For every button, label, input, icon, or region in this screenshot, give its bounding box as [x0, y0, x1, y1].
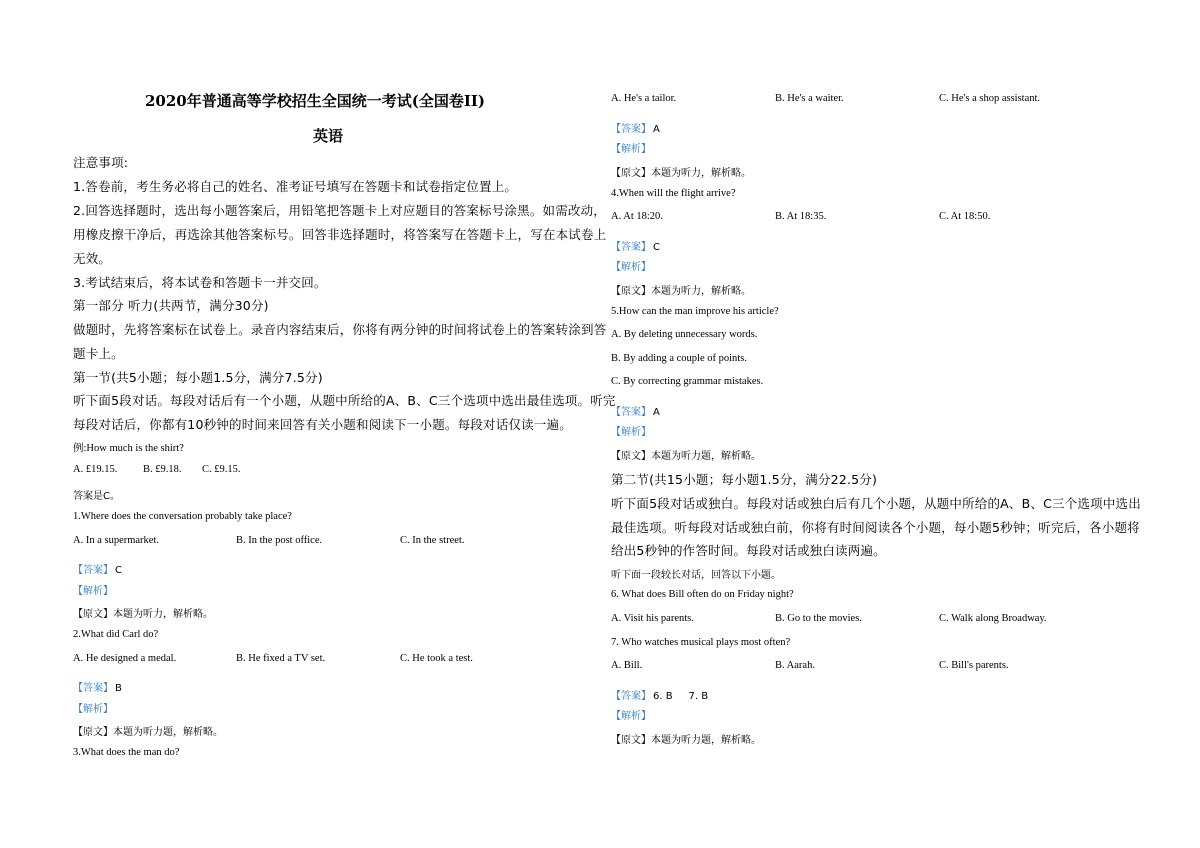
question-1: 1.Where does the conversation probably take place?: [73, 511, 292, 522]
q2-analysis-label: 【解析】: [73, 704, 113, 715]
note-line: 2.回答选择题时，选出每小题答案后，用铅笔把答题卡上对应题目的答案标号涂黑。如需改动，: [73, 203, 607, 218]
example-answer: 答案是C。: [73, 491, 120, 502]
note-line: 用橡皮擦干净后，再选涂其他答案标号。回答非选择题时，将答案写在答题卡上，写在本试卷上: [73, 227, 607, 242]
section1-heading: 第一节(共5小题；每小题1.5分，满分7.5分): [73, 370, 323, 385]
q4-option-b: B. At 18:35.: [775, 211, 827, 222]
section1-intro-line: 每段对话后，你都有10秒钟的时间来回答有关小题和阅读下一小题。每段对话仅读一遍。: [73, 417, 572, 432]
q7-option-b: B. Aarah.: [775, 660, 815, 671]
q6-option-a: A. Visit his parents.: [611, 613, 694, 624]
section2-intro-line: 最佳选项。听每段对话或独白前，你将有时间阅读各个小题，每小题5秒钟；听完后，各小题将: [611, 520, 1140, 535]
q2-option-c: C. He took a test.: [400, 653, 473, 664]
subject-title: 英语: [313, 127, 344, 145]
q2-answer: [73, 676, 122, 695]
q2-option-a: A. He designed a medal.: [73, 653, 177, 664]
q7-option-a: A. Bill.: [611, 660, 643, 671]
notes-heading: 注意事项:: [73, 155, 129, 170]
q3-option-c: C. He's a shop assistant.: [939, 93, 1041, 104]
example-option-a: A. £19.15.: [73, 464, 118, 475]
q5-option-c: C. By correcting grammar mistakes.: [611, 376, 764, 387]
q3-answer: [611, 117, 660, 136]
q1-source: 【原文】本题为听力，解析略。: [73, 609, 213, 620]
q3-option-b: B. He's a waiter.: [775, 93, 844, 104]
q6-q7-analysis-label: 【解析】: [611, 711, 651, 722]
q5-answer: [611, 400, 660, 419]
q2-option-b: B. He fixed a TV set.: [236, 653, 326, 664]
answer-label: 【答案】: [73, 565, 113, 576]
q5-option-b: B. By adding a couple of points.: [611, 353, 747, 364]
q6-option-c: C. Walk along Broadway.: [939, 613, 1047, 624]
q2-source: 【原文】本题为听力题，解析略。: [73, 727, 223, 738]
q3-analysis-label: 【解析】: [611, 144, 651, 155]
section2-intro-line: 听下面5段对话或独白。每段对话或独白后有几个小题，从题中所给的A、B、C三个选项中选出: [611, 496, 1141, 511]
question-5: 5.How can the man improve his article?: [611, 306, 779, 317]
q1-option-c: C. In the street.: [400, 535, 465, 546]
q5-option-a: A. By deleting unnecessary words.: [611, 329, 758, 340]
q1-answer: [73, 558, 122, 577]
example-question: 例:How much is the shirt?: [73, 443, 184, 454]
answer-value: A: [653, 407, 660, 418]
question-6: 6. What does Bill often do on Friday night?: [611, 589, 794, 600]
answer-value: B: [115, 683, 122, 694]
q7-option-c: C. Bill's parents.: [939, 660, 1009, 671]
q6-option-b: B. Go to the movies.: [775, 613, 862, 624]
part1-heading: 第一部分 听力(共两节，满分30分): [73, 298, 269, 313]
example-option-b: B. £9.18.: [143, 464, 182, 475]
section1-intro-line: 听下面5段对话。每段对话后有一个小题，从题中所给的A、B、C三个选项中选出最佳选项。听完: [73, 393, 616, 408]
q5-analysis-label: 【解析】: [611, 427, 651, 438]
note-line: 无效。: [73, 251, 112, 266]
example-option-c: C. £9.15.: [202, 464, 241, 475]
answer-value: C: [115, 565, 122, 576]
q1-option-a: A. In a supermarket.: [73, 535, 160, 546]
q4-option-c: C. At 18:50.: [939, 211, 991, 222]
part1-intro-line: 题卡上。: [73, 346, 124, 361]
part1-intro-line: 做题时，先将答案标在试卷上。录音内容结束后，你将有两分钟的时间将试卷上的答案转涂到答: [73, 322, 607, 337]
note-line: 3.考试结束后，将本试卷和答题卡一并交回。: [73, 275, 327, 290]
q1-analysis-label: 【解析】: [73, 586, 113, 597]
section2-heading: 第二节(共15小题；每小题1.5分，满分22.5分): [611, 472, 878, 487]
q4-source: 【原文】本题为听力，解析略。: [611, 286, 751, 297]
answer-label: 【答案】: [611, 691, 651, 702]
q4-analysis-label: 【解析】: [611, 262, 651, 273]
question-7: 7. Who watches musical plays most often?: [611, 637, 791, 648]
answer-label: 【答案】: [611, 407, 651, 418]
q1-option-b: B. In the post office.: [236, 535, 323, 546]
q4-answer: [611, 235, 660, 254]
answer-label: 【答案】: [611, 242, 651, 253]
q6-q7-answer: [611, 684, 708, 703]
q6-q7-source: 【原文】本题为听力题，解析略。: [611, 735, 761, 746]
section2-intro-line: 给出5秒钟的作答时间。每段对话或独白读两遍。: [611, 543, 886, 558]
q4-option-a: A. At 18:20.: [611, 211, 663, 222]
answer-value: A: [653, 124, 660, 135]
q3-source: 【原文】本题为听力，解析略。: [611, 168, 751, 179]
question-2: 2.What did Carl do?: [73, 629, 159, 640]
exam-title: 2020年普通高等学校招生全国统一考试(全国卷II): [145, 92, 485, 110]
question-3: 3.What does the man do?: [73, 747, 180, 758]
q3-option-a: A. He's a tailor.: [611, 93, 677, 104]
answer-label: 【答案】: [611, 124, 651, 135]
answer-value: 6. B 7. B: [653, 691, 709, 702]
answer-label: 【答案】: [73, 683, 113, 694]
question-4: 4.When will the flight arrive?: [611, 188, 736, 199]
note-line: 1.答卷前，考生务必将自己的姓名、准考证号填写在答题卡和试卷指定位置上。: [73, 179, 518, 194]
section2-subintro: 听下面一段较长对话，回答以下小题。: [611, 570, 781, 581]
q5-source: 【原文】本题为听力题，解析略。: [611, 451, 761, 462]
answer-value: C: [653, 242, 660, 253]
